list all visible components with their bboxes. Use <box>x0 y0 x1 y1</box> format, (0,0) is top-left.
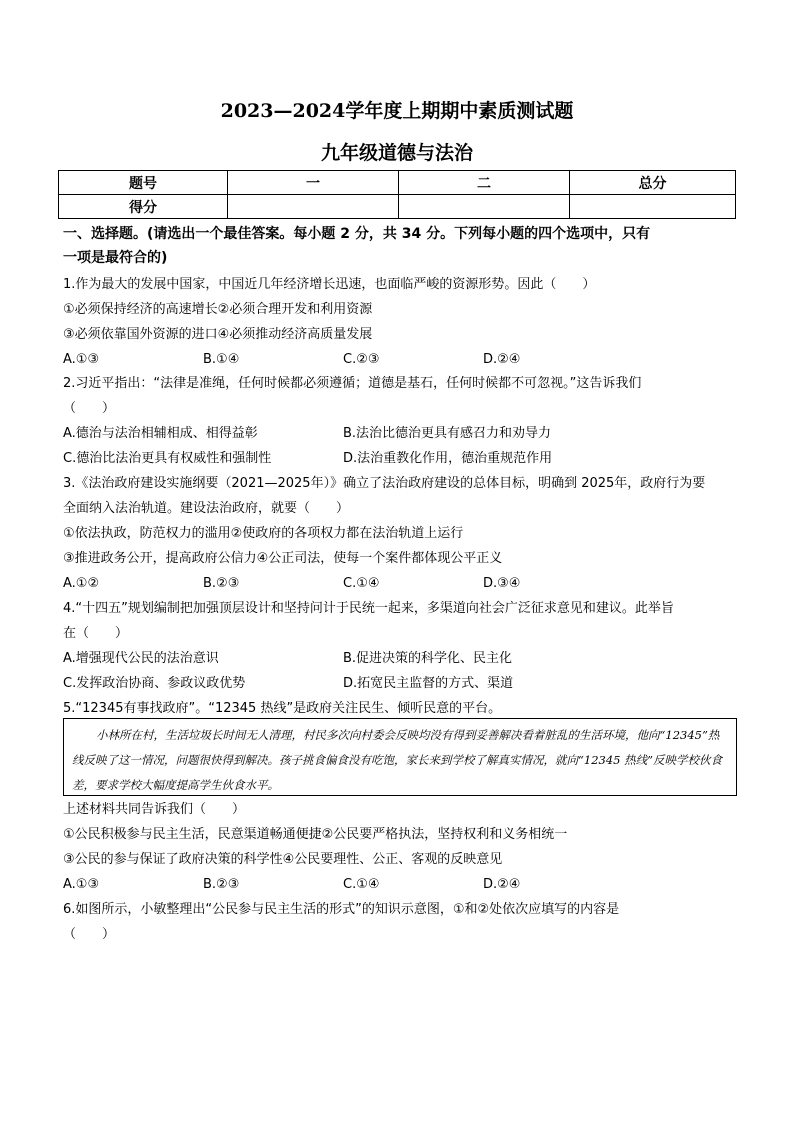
section-instructions-cont: 一项是最符合的) <box>63 250 168 266</box>
question-6-stem: 6.如图所示，小敏整理出“公民参与民主生活的形式”的知识示意图，①和②处依次应填写的内容是 <box>63 902 620 917</box>
question-5-statements-b: ③公民的参与保证了政府决策的科学性④公民要理性、公正、客观的反映意见 <box>63 852 503 867</box>
score-row-label: 得分 <box>59 195 228 219</box>
option-c: C.①④ <box>343 877 380 892</box>
question-6-stem-cont: （ ） <box>63 927 116 942</box>
option-d: D.法治重教化作用，德治重规范作用 <box>343 451 553 466</box>
question-2-stem-cont: （ ） <box>63 401 116 416</box>
question-1-statements-b: ③必须依靠国外资源的进口④必须推动经济高质量发展 <box>63 327 373 342</box>
question-3-statements-b: ③推进政务公开，提高政府公信力④公正司法，使每一个案件都体现公平正义 <box>63 551 503 566</box>
option-b: B.①④ <box>203 352 240 367</box>
question-1-statements-a: ①必须保持经济的高速增长②必须合理开发和利用资源 <box>63 302 373 317</box>
score-table-header-row <box>59 171 736 195</box>
header-cell: 一 <box>228 171 399 195</box>
question-4-stem: 4.“十四五”规划编制把加强顶层设计和坚持问计于民统一起来，多渠道向社会广泛征求意见和建议。此举旨 <box>63 601 674 616</box>
question-3-stem-cont: 全面纳入法治轨道。建设法治政府，就要（ ） <box>63 501 350 516</box>
option-a: A.德治与法治相辅相成、相得益彰 <box>63 426 258 441</box>
question-4-stem-cont: 在（ ） <box>63 626 129 641</box>
option-d: D.拓宽民主监督的方式、渠道 <box>343 676 514 691</box>
option-d: D.②④ <box>483 877 521 892</box>
score-cell[interactable] <box>570 195 736 219</box>
score-table-score-row <box>59 195 736 219</box>
section-instructions: 一、选择题。(请选出一个最佳答案。每小题 2 分，共 34 分。下列每小题的四个选项中，只有 <box>63 226 651 242</box>
option-a: A.①② <box>63 576 100 591</box>
option-c: C.德治比法治更具有权威性和强制性 <box>63 451 272 466</box>
header-cell: 总分 <box>570 171 736 195</box>
option-d: D.②④ <box>483 352 521 367</box>
option-d: D.③④ <box>483 576 521 591</box>
question-3-statements-a: ①依法执政，防范权力的滥用②使政府的各项权力都在法治轨道上运行 <box>63 526 464 541</box>
question-1-stem: 1.作为最大的发展中国家，中国近几年经济增长迅速，也面临严峻的资源形势。因此（ ） <box>63 277 596 292</box>
question-5-statements-a: ①公民积极参与民主生活，民意渠道畅通便捷②公民要严格执法，坚持权利和义务相统一 <box>63 827 568 842</box>
option-c: C.①④ <box>343 576 380 591</box>
question-5-stem: 5.“12345有事找政府”。“12345 热线”是政府关注民生、倾听民意的平台。 <box>63 701 502 716</box>
page-subtitle: 九年级道德与法治 <box>320 142 473 164</box>
header-cell: 二 <box>399 171 570 195</box>
page-title: 2023—2024学年度上期期中素质测试题 <box>220 100 574 122</box>
score-cell[interactable] <box>399 195 570 219</box>
material-box: 小林所在村，生活垃圾长时间无人清理，村民多次向村委会反映均没有得到妥善解决看着脏乱的生活环境，他向“12345”热线反映了这一情况，问题很快得到解决。孩子挑食偏食没有吃饱，家长来到学校了解真实情况，就向“12345 热线”反映学校伙食差，要求学校大幅度提高学生伙食水平。 <box>63 718 737 796</box>
option-a: A.①③ <box>63 352 100 367</box>
question-3-stem: 3.《法治政府建设实施纲要（2021—2025年）》确立了法治政府建设的总体目标，明确到 2025年，政府行为要 <box>63 476 706 491</box>
question-5-prompt: 上述材料共同告诉我们（ ） <box>63 802 246 817</box>
option-c: C.发挥政治协商、参政议政优势 <box>63 676 246 691</box>
option-b: B.促进决策的科学化、民主化 <box>343 651 513 666</box>
header-cell: 题号 <box>59 171 228 195</box>
option-a: A.增强现代公民的法治意识 <box>63 651 219 666</box>
option-b: B.②③ <box>203 576 240 591</box>
option-c: C.②③ <box>343 352 380 367</box>
option-b: B.②③ <box>203 877 240 892</box>
question-2-stem: 2.习近平指出：“法律是准绳，任何时候都必须遵循；道德是基石，任何时候都不可忽视。”这告诉我们 <box>63 376 642 391</box>
option-a: A.①③ <box>63 877 100 892</box>
option-b: B.法治比德治更具有感召力和劝导力 <box>343 426 552 441</box>
score-table <box>58 170 736 219</box>
score-cell[interactable] <box>228 195 399 219</box>
